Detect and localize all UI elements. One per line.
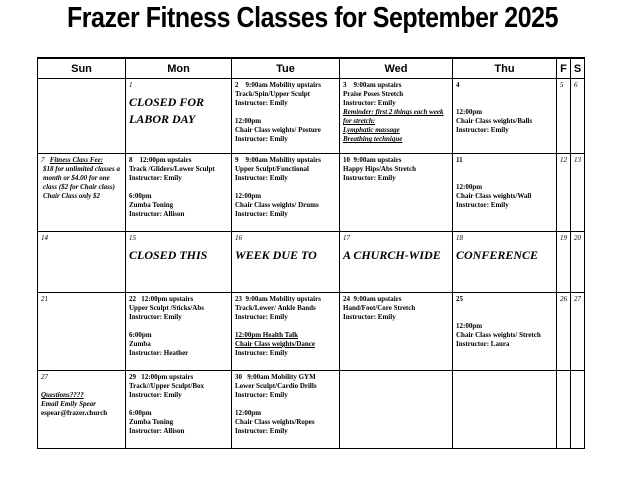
date-number: 20 bbox=[574, 234, 581, 242]
day-cell bbox=[571, 154, 585, 232]
class-name: Track /Gliders/Lower Sculpt bbox=[129, 165, 215, 173]
instructor: Instructor: Emily bbox=[235, 210, 288, 218]
class-name: Chair Class weights/ Drums bbox=[235, 201, 319, 209]
class-time: 12:00pm upstairs bbox=[139, 156, 192, 164]
day-cell bbox=[557, 79, 571, 154]
class-name: Chair Class weights/Ropes bbox=[235, 418, 315, 426]
date-number: 23 bbox=[235, 295, 242, 303]
class-time: 12:00pm upstairs bbox=[141, 373, 194, 381]
class-name: Zumba bbox=[129, 340, 151, 348]
day-cell bbox=[232, 293, 340, 371]
date-number: 7 bbox=[41, 156, 45, 164]
questions-heading: Questions???? bbox=[41, 391, 84, 399]
day-cell bbox=[453, 154, 557, 232]
instructor: Instructor: Laura bbox=[456, 340, 510, 348]
date-number: 25 bbox=[456, 295, 463, 303]
instructor: Instructor: Emily bbox=[235, 99, 288, 107]
class-time: 9:00am Mobility upstairs bbox=[245, 156, 321, 164]
class-time: 6:00pm bbox=[129, 331, 152, 339]
day-cell bbox=[557, 232, 571, 293]
date-number: 2 bbox=[235, 81, 239, 89]
instructor: Instructor: Emily bbox=[343, 174, 396, 182]
instructor: Instructor: Emily bbox=[235, 427, 288, 435]
week-row bbox=[38, 293, 585, 371]
day-cell bbox=[571, 79, 585, 154]
day-cell bbox=[232, 79, 340, 154]
date-number: 17 bbox=[343, 234, 350, 242]
class-time: 6:00pm bbox=[129, 192, 152, 200]
class-name: Track/Spin/Upper Sculpt bbox=[235, 90, 311, 98]
date-number: 1 bbox=[129, 81, 133, 89]
class-name: Chair Class weights/ Posture bbox=[235, 126, 321, 134]
class-name: Chair Class weights/ Stretch bbox=[456, 331, 541, 339]
fee-details: $18 for unlimited classes a month or $4.00 for one class ($2 for Chair class) Chair Class only $2 bbox=[43, 165, 121, 200]
date-number: 30 bbox=[235, 373, 242, 381]
fee-heading: Fitness Class Fee: bbox=[49, 156, 104, 164]
week-row bbox=[38, 79, 585, 154]
day-cell bbox=[38, 232, 126, 293]
date-number: 19 bbox=[560, 234, 567, 242]
instructor: Instructor: Emily bbox=[456, 126, 509, 134]
day-cell bbox=[557, 154, 571, 232]
class-name: Track//Upper Sculpt/Box bbox=[129, 382, 205, 390]
instructor: Instructor: Emily bbox=[343, 99, 396, 107]
closure-text: A CHURCH-WIDE bbox=[343, 248, 441, 262]
class-time: 12:00pm bbox=[456, 183, 483, 191]
date-number: 3 bbox=[343, 81, 347, 89]
class-name: Upper Sculpt/Functional bbox=[235, 165, 309, 173]
instructor: Instructor: Heather bbox=[129, 349, 189, 357]
class-name: Praise Poses Stretch bbox=[343, 90, 404, 98]
class-time: 12:00pm bbox=[456, 108, 483, 116]
closure-text: CLOSED THIS bbox=[129, 248, 208, 262]
day-cell bbox=[340, 371, 453, 449]
class-time: 9:00am upstairs bbox=[353, 81, 402, 89]
class-time: 9:00am upstairs bbox=[353, 295, 402, 303]
class-name: Zumba Toning bbox=[129, 418, 174, 426]
day-cell bbox=[126, 154, 232, 232]
date-number: 27 bbox=[41, 373, 48, 381]
date-number: 26 bbox=[560, 295, 567, 303]
closure-text: CLOSED FOR LABOR DAY bbox=[129, 95, 205, 126]
day-cell bbox=[557, 293, 571, 371]
day-cell bbox=[126, 371, 232, 449]
day-cell bbox=[126, 232, 232, 293]
class-time: 12:00pm bbox=[456, 322, 483, 330]
day-cell bbox=[453, 79, 557, 154]
instructor: Instructor: Emily bbox=[235, 313, 288, 321]
class-time: 9:00am Mobility GYM bbox=[247, 373, 316, 381]
class-time: 9:00am upstairs bbox=[353, 156, 402, 164]
week-row bbox=[38, 232, 585, 293]
instructor: Instructor: Emily bbox=[129, 174, 182, 182]
instructor: Instructor: Emily bbox=[235, 349, 288, 357]
day-cell bbox=[232, 232, 340, 293]
class-time: 9:00am Mobility upstairs bbox=[245, 295, 321, 303]
day-cell bbox=[38, 154, 126, 232]
class-name: Lower Sculpt/Cardio Drills bbox=[235, 382, 317, 390]
day-cell bbox=[340, 293, 453, 371]
instructor: Instructor: Allison bbox=[129, 210, 185, 218]
instructor: Instructor: Emily bbox=[343, 313, 396, 321]
date-number: 18 bbox=[456, 234, 463, 242]
reminder-item: Lymphatic massage bbox=[343, 126, 400, 134]
contact-text: Email Emily Spear bbox=[41, 400, 96, 408]
day-header: Wed bbox=[340, 58, 453, 79]
day-cell bbox=[340, 154, 453, 232]
date-number: 6 bbox=[574, 81, 578, 89]
date-number: 14 bbox=[41, 234, 48, 242]
day-cell bbox=[571, 232, 585, 293]
instructor: Instructor: Emily bbox=[235, 135, 288, 143]
instructor: Instructor: Emily bbox=[129, 391, 182, 399]
date-number: 24 bbox=[343, 295, 350, 303]
day-cell bbox=[340, 79, 453, 154]
day-header-row bbox=[38, 58, 585, 79]
class-name: Track/Lower/ Ankle Bands bbox=[235, 304, 316, 312]
instructor: Instructor: Emily bbox=[235, 174, 288, 182]
class-time: 6:00pm bbox=[129, 409, 152, 417]
date-number: 11 bbox=[456, 156, 463, 164]
class-name: Hand/Foot/Core Stretch bbox=[343, 304, 416, 312]
day-cell bbox=[571, 371, 585, 449]
day-header: Sun bbox=[38, 58, 126, 79]
class-name: Happy Hips/Abs Stretch bbox=[343, 165, 416, 173]
day-cell bbox=[557, 371, 571, 449]
class-name: Chair Class weights/Balls bbox=[456, 117, 533, 125]
contact-email: espear@frazer.church bbox=[41, 409, 108, 417]
class-name: Zumba Toning bbox=[129, 201, 174, 209]
closure-text: CONFERENCE bbox=[456, 248, 539, 262]
week-row bbox=[38, 154, 585, 232]
date-number: 8 bbox=[129, 156, 133, 164]
closure-text: WEEK DUE TO bbox=[235, 248, 317, 262]
class-time: 12:00pm bbox=[235, 117, 262, 125]
date-number: 9 bbox=[235, 156, 239, 164]
date-number: 21 bbox=[41, 295, 48, 303]
date-number: 10 bbox=[343, 156, 350, 164]
day-cell bbox=[38, 371, 126, 449]
date-number: 15 bbox=[129, 234, 136, 242]
date-number: 13 bbox=[574, 156, 581, 164]
day-header: Thu bbox=[453, 58, 557, 79]
day-header: S bbox=[571, 58, 585, 79]
day-cell bbox=[126, 293, 232, 371]
day-cell bbox=[232, 154, 340, 232]
day-cell bbox=[38, 79, 126, 154]
class-name: Upper Sculpt /Sticks/Abs bbox=[129, 304, 204, 312]
day-cell bbox=[38, 293, 126, 371]
class-time: 12:00pm bbox=[235, 409, 262, 417]
reminder-item: Breathing technique bbox=[343, 135, 403, 143]
date-number: 22 bbox=[129, 295, 136, 303]
class-time: 12:00pm upstairs bbox=[141, 295, 194, 303]
day-cell bbox=[453, 232, 557, 293]
page-title: Frazer Fitness Classes for September 2025 bbox=[66, 2, 559, 34]
day-cell bbox=[126, 79, 232, 154]
date-number: 27 bbox=[574, 295, 581, 303]
day-cell bbox=[232, 371, 340, 449]
date-number: 4 bbox=[456, 81, 460, 89]
instructor: Instructor: Emily bbox=[129, 313, 182, 321]
day-header: Tue bbox=[232, 58, 340, 79]
date-number: 29 bbox=[129, 373, 136, 381]
day-cell bbox=[340, 232, 453, 293]
week-row bbox=[38, 371, 585, 449]
day-cell bbox=[571, 293, 585, 371]
date-number: 5 bbox=[560, 81, 564, 89]
class-time: 12:00pm Health Talk bbox=[235, 331, 299, 339]
day-cell bbox=[453, 371, 557, 449]
reminder-text: Reminder: first 2 things each week for stretch: bbox=[343, 108, 444, 125]
instructor: Instructor: Emily bbox=[235, 391, 288, 399]
instructor: Instructor: Emily bbox=[456, 201, 509, 209]
class-time: 9:00am Mobility upstairs bbox=[245, 81, 321, 89]
instructor: Instructor: Allison bbox=[129, 427, 185, 435]
class-name: Chair Class weights/Dance bbox=[235, 340, 315, 348]
date-number: 12 bbox=[560, 156, 567, 164]
day-header: F bbox=[557, 58, 571, 79]
calendar-table bbox=[37, 57, 585, 449]
class-time: 12:00pm bbox=[235, 192, 262, 200]
day-header: Mon bbox=[126, 58, 232, 79]
date-number: 16 bbox=[235, 234, 242, 242]
day-cell bbox=[453, 293, 557, 371]
class-name: Chair Class weights/Wall bbox=[456, 192, 532, 200]
